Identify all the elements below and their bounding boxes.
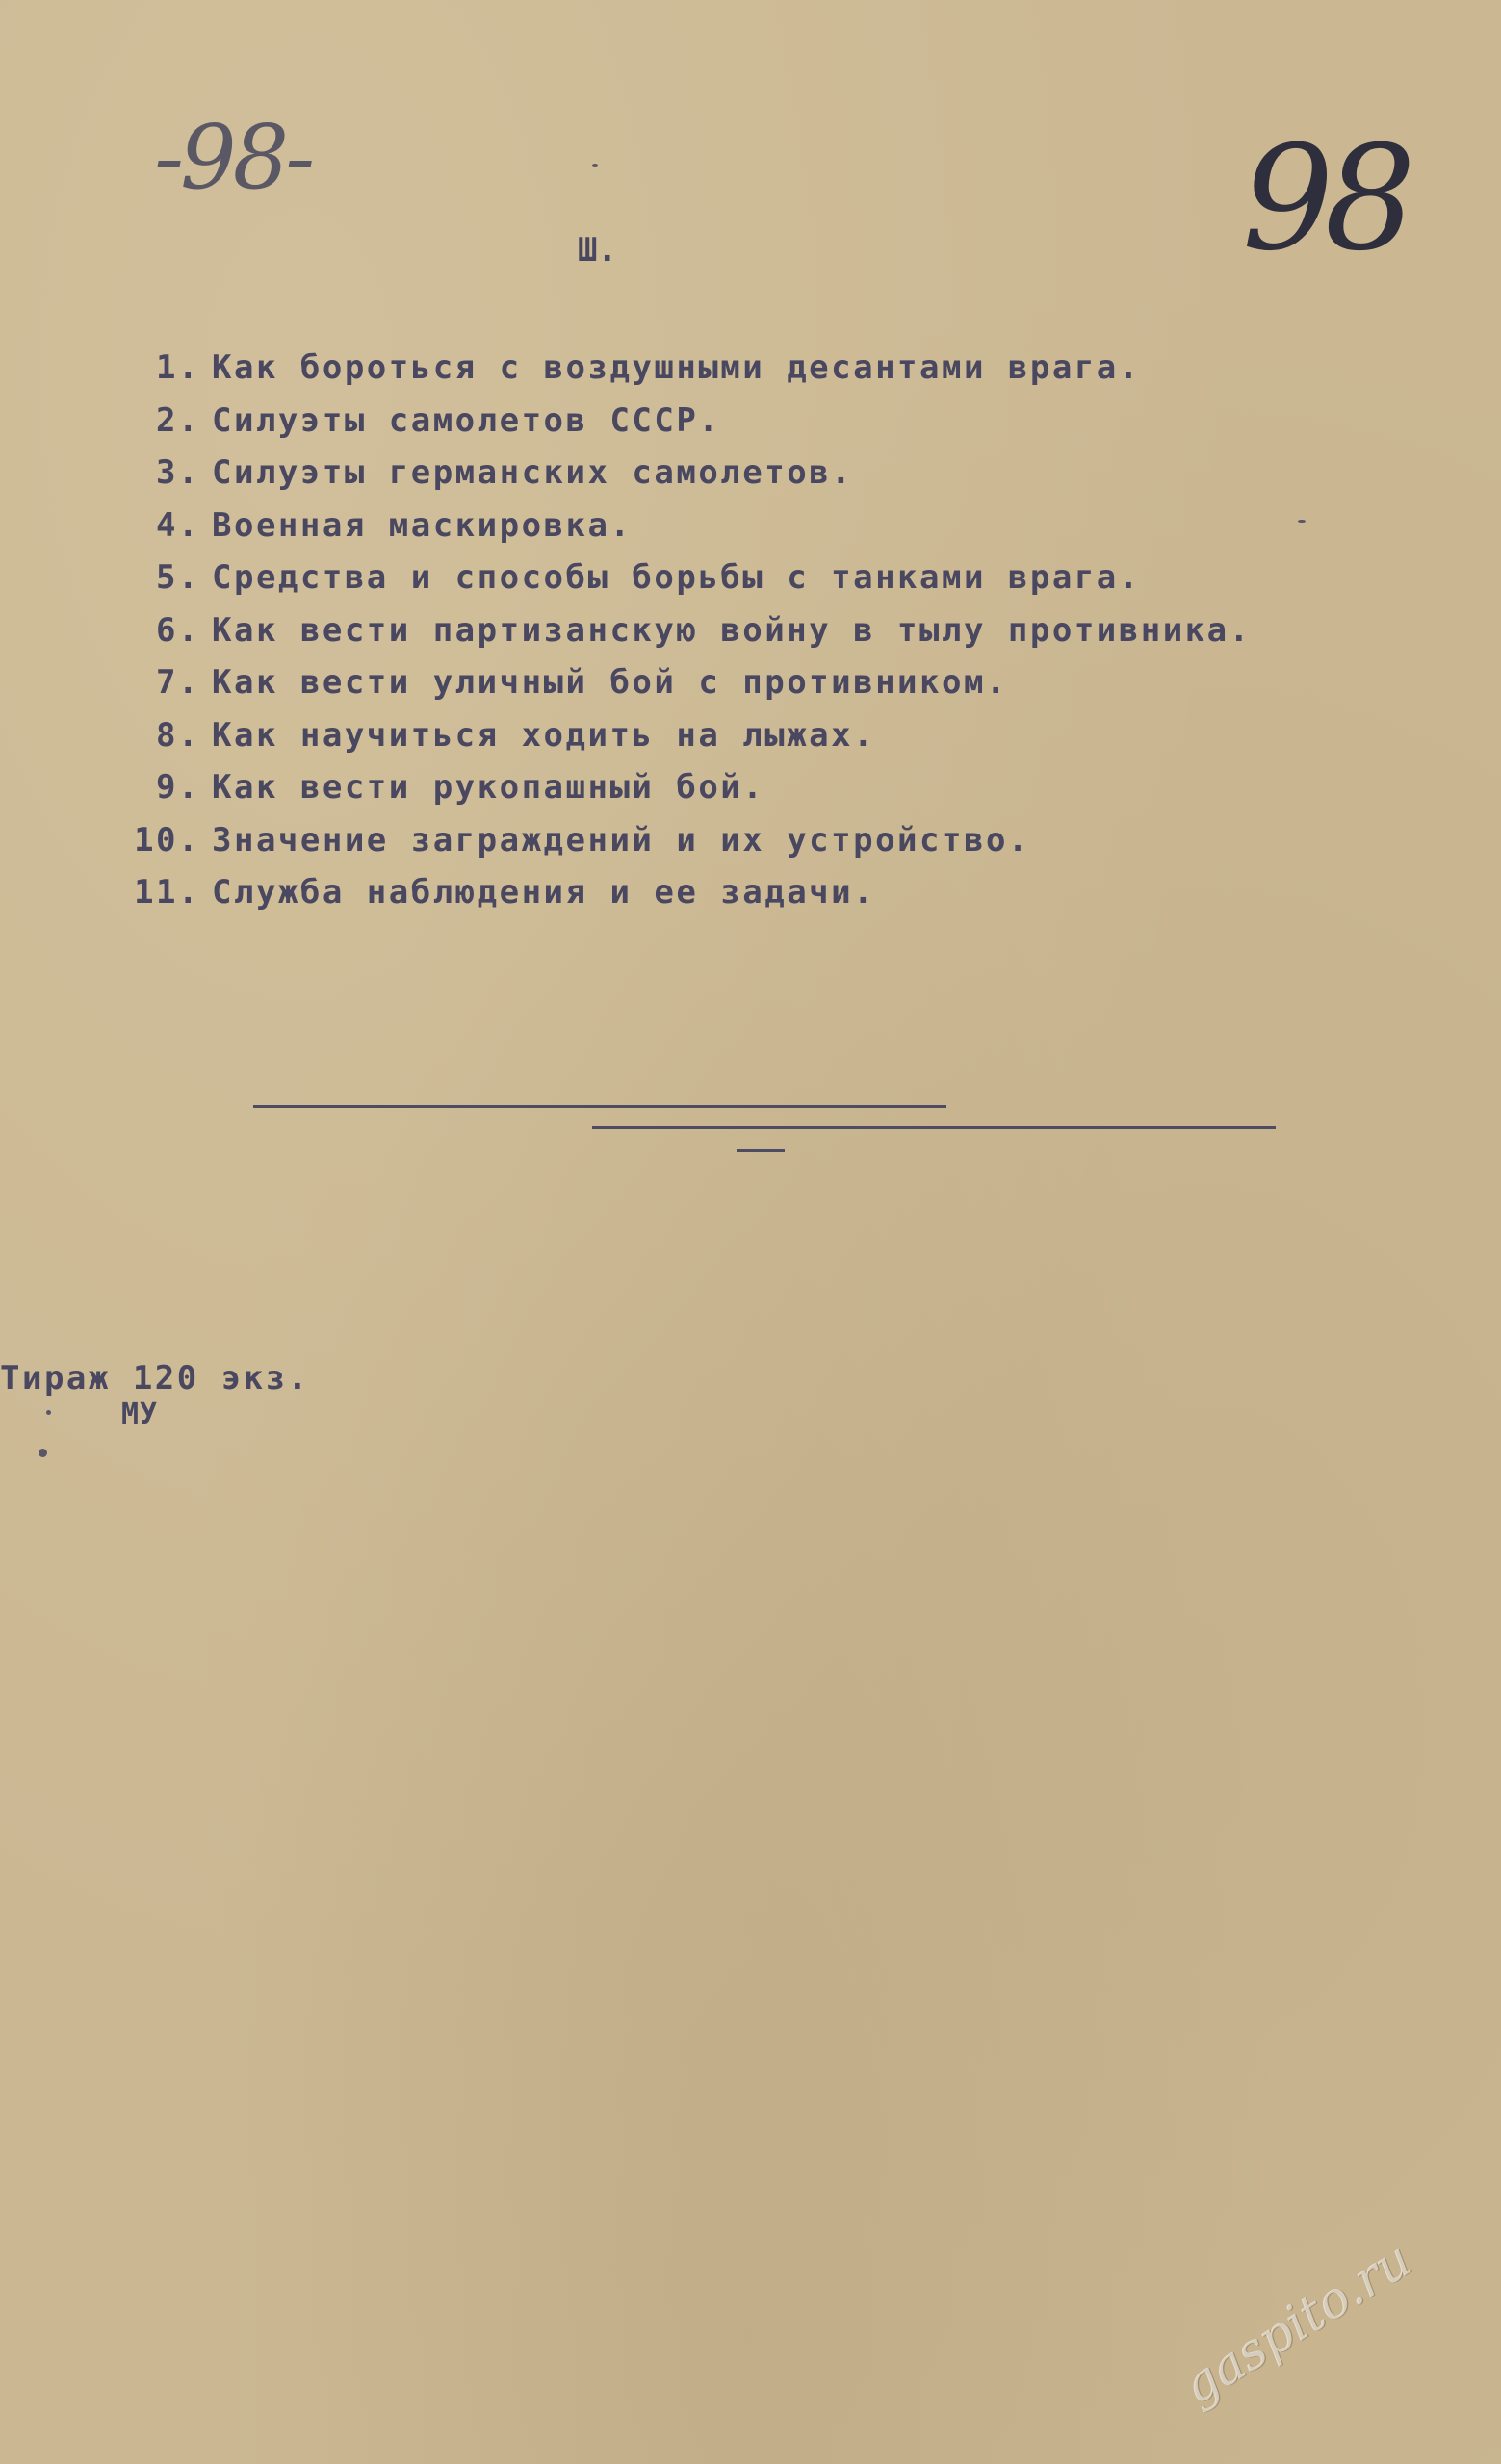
list-item-number: 9. xyxy=(156,768,200,808)
list-item-text: Значение заграждений и их устройство. xyxy=(212,820,1030,860)
separator-line xyxy=(253,1105,946,1108)
list-item-number: 6. xyxy=(156,610,200,650)
ink-speck xyxy=(46,1410,51,1415)
separator-line xyxy=(592,1126,1276,1129)
ink-speck xyxy=(39,1449,47,1457)
list-item xyxy=(123,552,1252,604)
handwritten-page-number: 98 xyxy=(1242,116,1407,283)
list-item xyxy=(123,761,1252,814)
list-item-number: 8. xyxy=(156,715,200,755)
list-item-number: 5. xyxy=(156,558,200,598)
list-item xyxy=(123,395,1252,448)
list-item-number: 1. xyxy=(156,348,200,388)
list-item-number: 11. xyxy=(134,873,200,912)
list-item-number: 2. xyxy=(156,400,200,440)
list-item-text: Военная маскировка. xyxy=(212,505,633,545)
print-code: МУ xyxy=(121,1398,159,1431)
list-item xyxy=(123,814,1252,867)
list-item xyxy=(123,866,1252,919)
separator-line xyxy=(737,1149,785,1152)
list-item-text: Силуэты германских самолетов. xyxy=(212,453,854,493)
section-marker: Ш. xyxy=(578,231,617,270)
list-item-number: 3. xyxy=(156,453,200,493)
list-item-number: 4. xyxy=(156,505,200,545)
list-item-text: Как бороться с воздушными десантами врага. xyxy=(212,348,1141,388)
list-item xyxy=(123,604,1252,657)
site-watermark: gaspito.ru xyxy=(1173,2230,1422,2416)
list-item-text: Как вести уличный бой с противником. xyxy=(212,663,1008,703)
list-item xyxy=(123,342,1252,395)
list-item xyxy=(123,709,1252,762)
list-item-text: Силуэты самолетов СССР. xyxy=(212,400,721,440)
stamped-page-number: -98- xyxy=(154,106,312,209)
ink-speck xyxy=(1300,520,1306,523)
list-item-text: Служба наблюдения и ее задачи. xyxy=(212,873,876,912)
list-item-text: Как вести рукопашный бой. xyxy=(212,768,765,808)
ink-speck xyxy=(592,164,598,167)
list-item xyxy=(123,656,1252,709)
list-item-number: 10. xyxy=(134,820,200,860)
list-item-text: Средства и способы борьбы с танками врага. xyxy=(212,558,1141,598)
list-item-text: Как вести партизанскую войну в тылу противника. xyxy=(212,610,1252,650)
print-run-note: Тираж 120 экз. xyxy=(0,1359,310,1398)
list-item xyxy=(123,500,1252,552)
list-item xyxy=(123,447,1252,500)
list-item-text: Как научиться ходить на лыжах. xyxy=(212,715,876,755)
list-item-number: 7. xyxy=(156,663,200,703)
topic-list xyxy=(123,342,1252,919)
